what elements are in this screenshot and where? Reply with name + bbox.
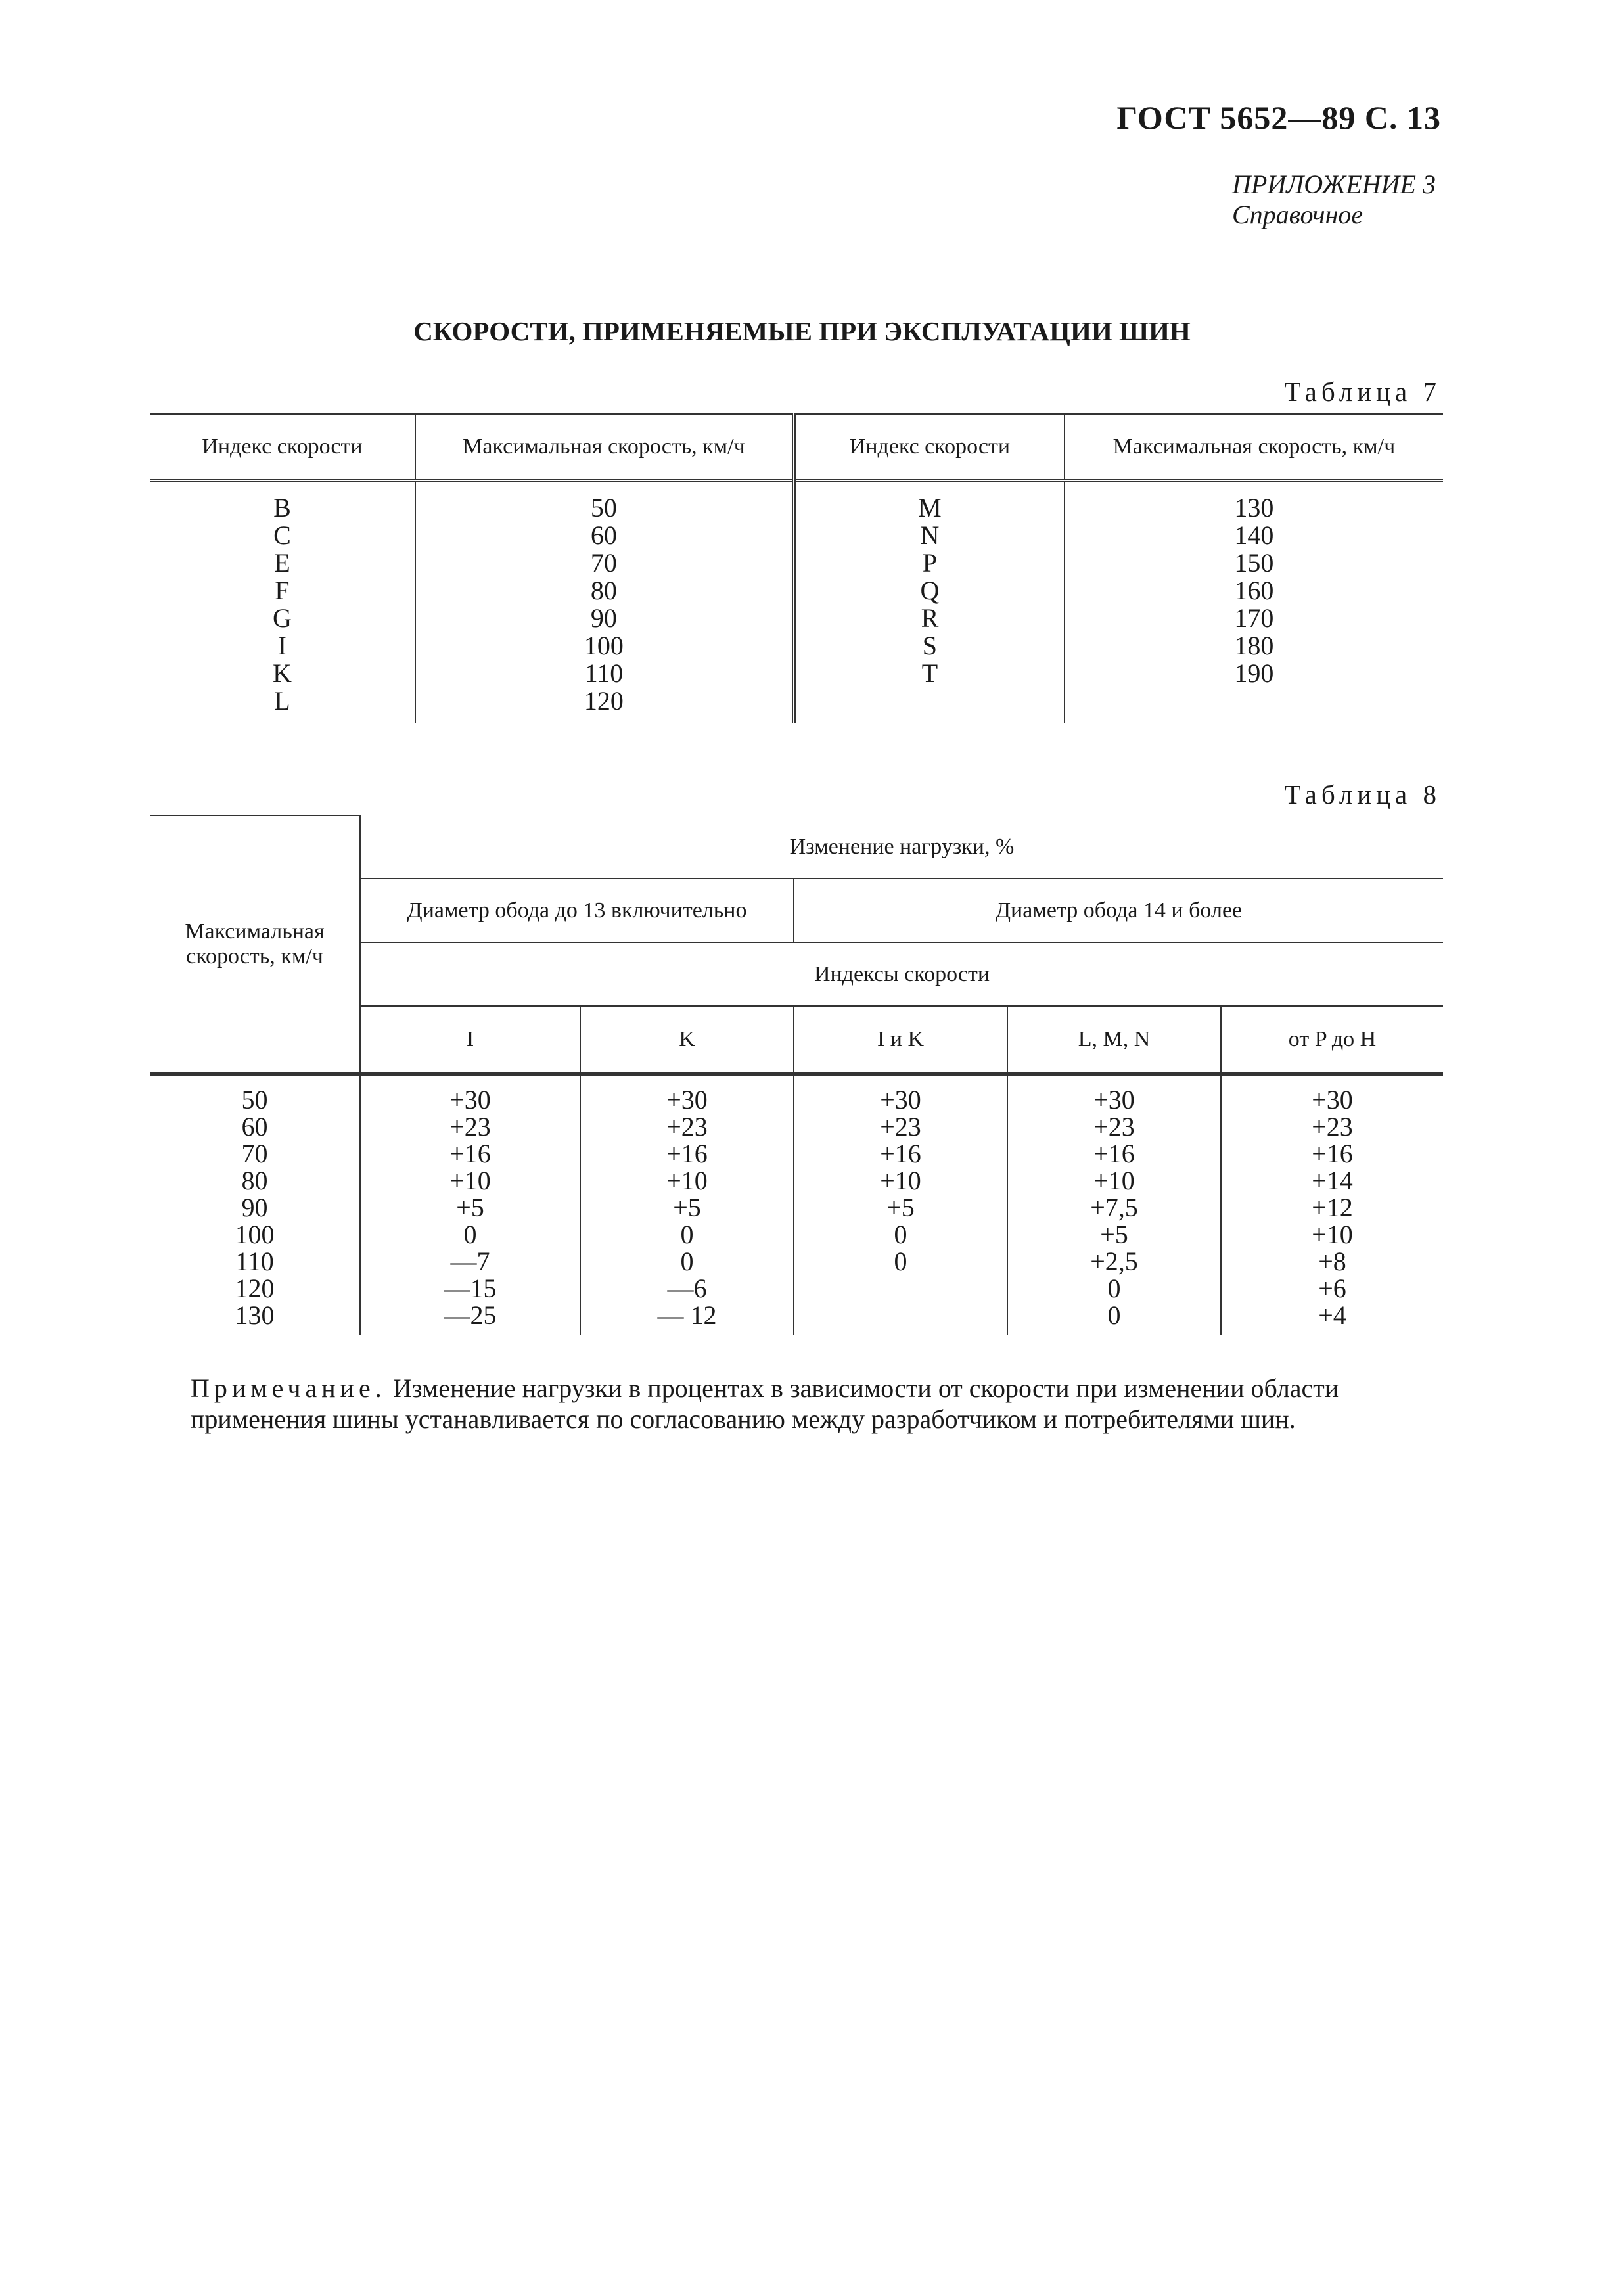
t7-header: Максимальная скорость, км/ч [415,414,794,481]
table-row [150,1167,1443,1194]
t7-cell: S [794,632,1065,660]
t8-cell: +23 [1007,1113,1221,1140]
t7-cell: 130 [1234,493,1274,522]
t8-cell: 50 [150,1074,360,1114]
note-label: Примечание. [191,1373,386,1403]
t8-cell [794,1302,1007,1335]
t7-cell [1065,687,1443,723]
t8-cell: —6 [580,1275,794,1302]
t8-cell: +6 [1318,1274,1346,1303]
t7-cell: 190 [1234,658,1274,688]
table-row [150,687,1443,723]
note-text: Изменение нагрузки в процентах в зависимости от скорости при изменении области [392,1373,1339,1403]
table-row [150,1275,1443,1302]
t8-col-header: I и K [794,1006,1007,1074]
t7-cell: 110 [415,660,794,687]
t7-cell: P [794,549,1065,577]
table-row [150,605,1443,632]
t8-cell: 0 [580,1248,794,1275]
t8-cell: +30 [360,1074,580,1114]
t8-cell: 80 [150,1167,360,1194]
t7-cell: 140 [1234,520,1274,550]
t7-cell: 180 [1234,631,1274,660]
note [191,1373,1446,1404]
t7-cell: 160 [1234,576,1274,605]
section-title: СКОРОСТИ, ПРИМЕНЯЕМЫЕ ПРИ ЭКСПЛУАТАЦИИ ШИН [413,316,1191,346]
t7-cell: 150 [1234,548,1274,578]
t8-cell: +16 [1007,1140,1221,1167]
t7-cell: 100 [415,632,794,660]
t8-cell: 60 [150,1113,360,1140]
t8-cell: 70 [150,1140,360,1167]
table-row [150,522,1443,549]
t8-cell: +30 [580,1074,794,1114]
t8-cell: 0 [794,1248,1007,1275]
t8-cell: +10 [1312,1220,1353,1249]
t7-cell: 90 [415,605,794,632]
t8-cell: +16 [580,1140,794,1167]
t7-cell: I [150,632,415,660]
t8-cell: +5 [360,1194,580,1221]
t7-cell: R [794,605,1065,632]
table7-caption: Таблица 7 [1284,377,1441,407]
t8-cell: 0 [360,1221,580,1248]
t8-col-header: от P до H [1221,1006,1443,1074]
table-row [150,1113,1443,1140]
t7-cell: C [150,522,415,549]
t8-cell: +30 [794,1074,1007,1114]
t7-cell: 170 [1234,603,1274,633]
t8-cell: 100 [150,1221,360,1248]
t8-cell: +5 [1007,1221,1221,1248]
t8-cell: +5 [794,1194,1007,1221]
t8-cell: — 12 [580,1302,794,1335]
t7-header: Индекс скорости [150,414,415,481]
appendix-kind: Справочное [1232,200,1363,229]
t8-row-header: Максимальная скорость, км/ч [150,815,360,1074]
t7-cell: 60 [415,522,794,549]
t8-cell: +7,5 [1007,1194,1221,1221]
t8-cell: —7 [360,1248,580,1275]
t8-cell: —15 [360,1275,580,1302]
note-text-continued: применения шины устанавливается по согласованию между разработчиком и потребителями шин. [191,1404,1296,1434]
t8-cell: +23 [580,1113,794,1140]
table-row [150,1248,1443,1275]
appendix-block [1232,170,1436,230]
t8-cell: 110 [150,1248,360,1275]
t7-cell: G [150,605,415,632]
t8-cell: +23 [794,1113,1007,1140]
t8-cell: +30 [1312,1085,1353,1114]
table-row [150,1194,1443,1221]
t8-cell: 0 [1007,1275,1221,1302]
table-row [150,577,1443,605]
t8-cell: +30 [1007,1074,1221,1114]
t8-cell: +10 [794,1167,1007,1194]
t8-cell: 0 [580,1221,794,1248]
document-reference: ГОСТ 5652—89 С. 13 [1116,99,1441,136]
t7-cell: K [150,660,415,687]
t7-cell: N [794,522,1065,549]
t7-header: Индекс скорости [794,414,1065,481]
t8-cell: +16 [360,1140,580,1167]
table-row [150,632,1443,660]
table-8-load-change [150,815,1443,1335]
t7-cell: T [794,660,1065,687]
t8-cell: 0 [1007,1302,1221,1335]
table8-caption: Таблица 8 [1284,779,1441,810]
t7-cell: B [150,481,415,522]
t7-cell: 80 [415,577,794,605]
t7-cell: M [794,481,1065,522]
t8-cell: 120 [150,1275,360,1302]
t8-cell: +23 [1312,1112,1353,1141]
t8-cell: +2,5 [1007,1248,1221,1275]
t7-cell: 50 [415,481,794,522]
t8-rim-large: Диаметр обода 14 и более [794,879,1443,942]
t8-cell: 90 [150,1194,360,1221]
table-row [150,1302,1443,1335]
t8-cell: 130 [150,1302,360,1335]
table-row [150,1140,1443,1167]
table-row [150,481,1443,522]
t8-col-header: L, M, N [1007,1006,1221,1074]
t7-cell: Q [794,577,1065,605]
table-row [150,1221,1443,1248]
table-row [150,1074,1443,1114]
t8-cell: +10 [360,1167,580,1194]
appendix-label: ПРИЛОЖЕНИЕ 3 [1232,170,1436,199]
t8-cell: +4 [1318,1300,1346,1330]
t8-cell: +12 [1312,1193,1353,1222]
t8-col-header: K [580,1006,794,1074]
t8-cell: +10 [580,1167,794,1194]
table-7-speed-index [150,413,1443,723]
t8-cell [794,1275,1007,1302]
t8-cell: +16 [1312,1139,1353,1168]
t8-rim-small: Диаметр обода до 13 включительно [360,879,794,942]
table-row [150,660,1443,687]
t8-cell: +8 [1318,1247,1346,1276]
t7-cell: 120 [415,687,794,723]
t7-header: Максимальная скорость, км/ч [1065,414,1443,481]
t7-cell: 70 [415,549,794,577]
t8-cell: 0 [794,1221,1007,1248]
t8-speed-indices: Индексы скорости [360,942,1443,1006]
t8-group-header: Изменение нагрузки, % [360,815,1443,879]
t8-cell: +16 [794,1140,1007,1167]
t8-cell: +10 [1007,1167,1221,1194]
t7-cell: F [150,577,415,605]
t8-cell: +14 [1312,1166,1353,1195]
t7-cell: L [150,687,415,723]
table-row [150,549,1443,577]
t7-cell [794,687,1065,723]
t8-cell: +5 [580,1194,794,1221]
t8-col-header: I [360,1006,580,1074]
t8-cell: +23 [360,1113,580,1140]
t8-cell: —25 [360,1302,580,1335]
t7-cell: E [150,549,415,577]
